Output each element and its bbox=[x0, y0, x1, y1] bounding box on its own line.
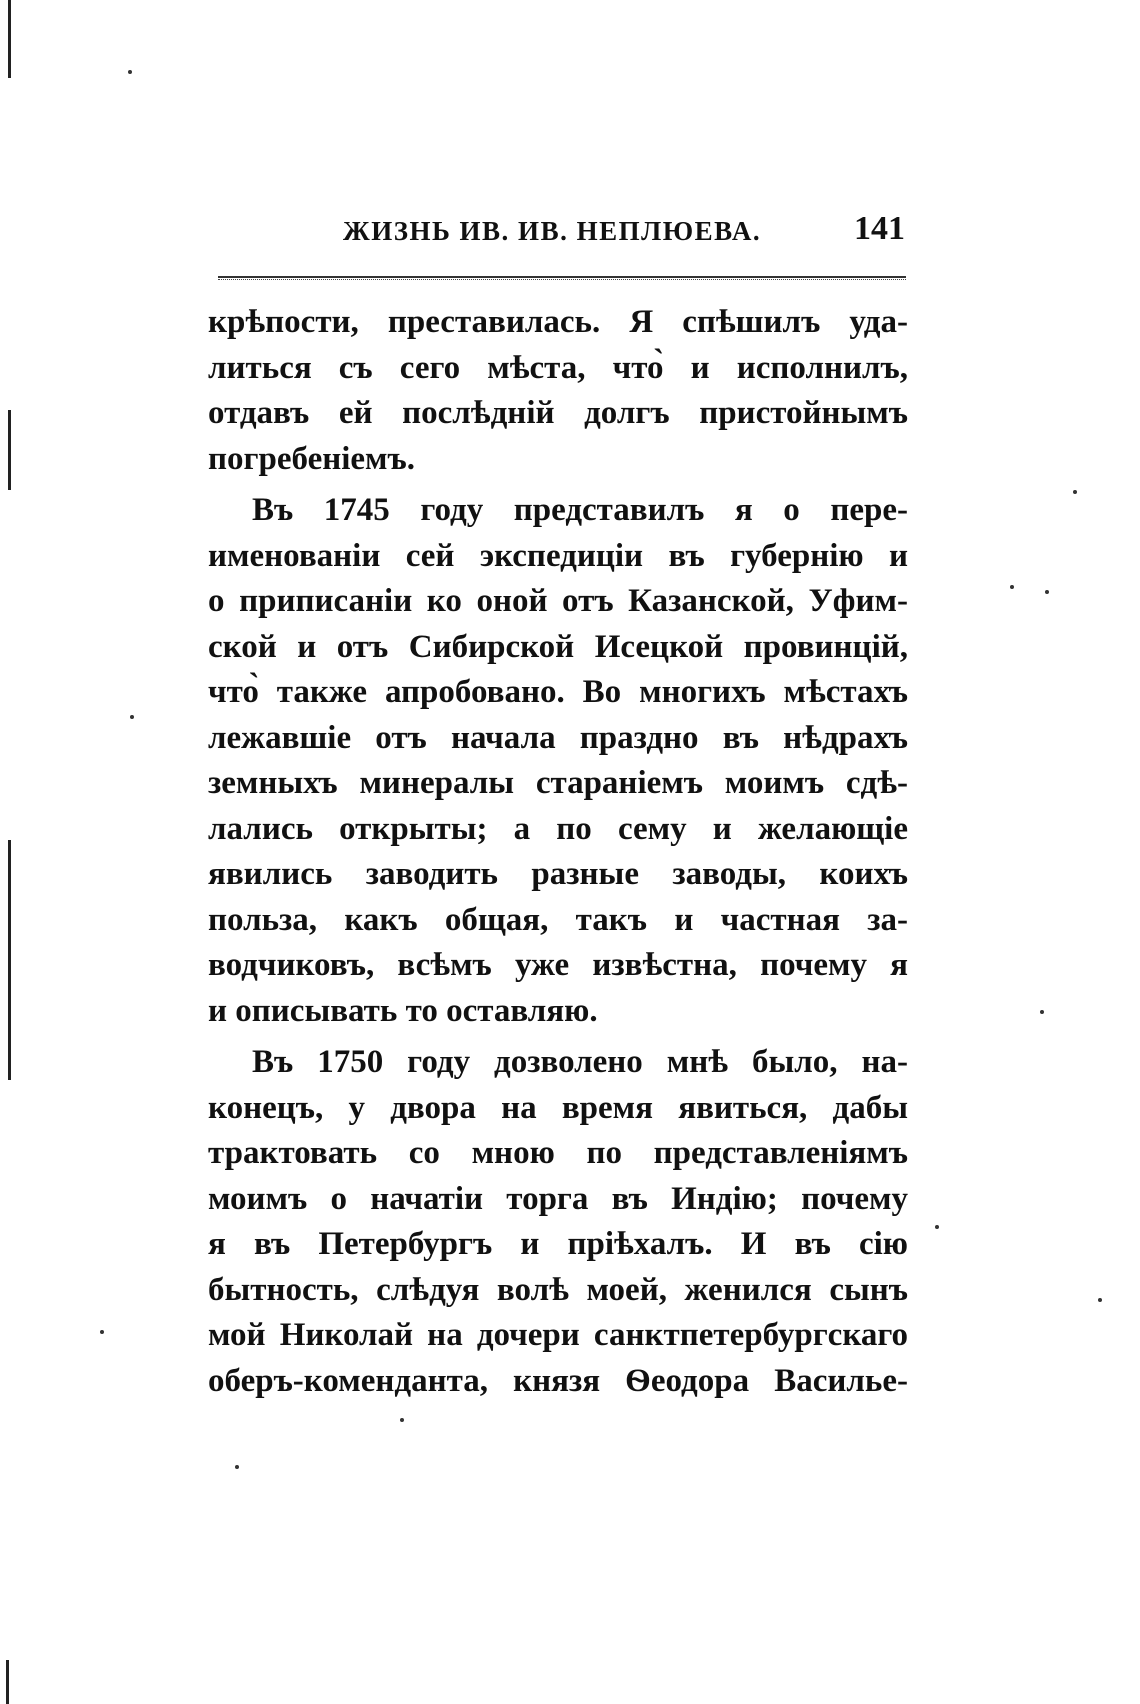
text-line: литься съ сего мѣста, что̀ и исполнилъ, bbox=[208, 349, 908, 386]
scan-speck bbox=[235, 1465, 239, 1469]
scan-speck bbox=[1045, 590, 1049, 594]
text-line: земныхъ минералы старанiемъ моимъ сдѣ- bbox=[208, 765, 908, 801]
scan-speck bbox=[130, 715, 134, 719]
text-line: ской и отъ Сибирской Исецкой провинцiй, bbox=[208, 628, 908, 665]
text-line: конецъ, у двора на время явиться, дабы bbox=[208, 1089, 908, 1126]
text-line: лежавшiе отъ начала праздно въ нѣдрахъ bbox=[208, 719, 908, 756]
paragraph bbox=[208, 300, 908, 482]
scan-speck bbox=[935, 1225, 939, 1229]
scan-speck bbox=[400, 1418, 404, 1422]
scan-speck bbox=[100, 1330, 104, 1334]
page-number: 141 bbox=[854, 210, 905, 247]
scan-edge-line-top bbox=[8, 0, 11, 78]
text-line: лались открыты; а по сему и желающiе bbox=[208, 810, 908, 847]
text-line: погребенiемъ. bbox=[208, 440, 416, 477]
text-line: о приписанiи ко оной отъ Казанской, Уфим- bbox=[208, 583, 908, 619]
scan-speck bbox=[1073, 490, 1077, 494]
text-line: крѣпости, преставилась. Я спѣшилъ уда- bbox=[208, 304, 908, 340]
text-line: трактовать со мною по представленiямъ bbox=[208, 1135, 908, 1171]
page-header bbox=[215, 210, 905, 264]
text-line: бытность, слѣдуя волѣ моей, женился сынъ bbox=[208, 1271, 908, 1308]
scan-speck bbox=[1040, 1010, 1044, 1014]
scan-speck bbox=[1010, 585, 1014, 589]
text-line: мой Николай на дочери санктпетербургскаго bbox=[208, 1317, 908, 1353]
scan-speck bbox=[128, 70, 132, 74]
text-line: именованiи сей экспедицiи въ губернiю и bbox=[208, 537, 908, 574]
text-line: и описывать то оставляю. bbox=[208, 992, 598, 1029]
scan-edge-line-lower bbox=[8, 840, 11, 1080]
scan-speck bbox=[1098, 1298, 1102, 1302]
text-line: Въ 1745 году представилъ я о пере- bbox=[252, 492, 908, 528]
text-line: отдавъ ей послѣднiй долгъ пристойнымъ bbox=[208, 395, 908, 431]
header-rule bbox=[218, 276, 906, 280]
text-line: оберъ-коменданта, князя Ѳеодора Василье- bbox=[208, 1362, 908, 1399]
text-line: явились заводить разные заводы, коихъ bbox=[208, 856, 908, 892]
text-line: польза, какъ общая, такъ и частная за- bbox=[208, 901, 908, 938]
text-line: водчиковъ, всѣмъ уже извѣстна, почему я bbox=[208, 947, 908, 983]
scan-edge-line-middle bbox=[8, 410, 11, 490]
scan-edge-line-bottom bbox=[6, 1660, 9, 1704]
text-line: я въ Петербургъ и прiѣхалъ. И въ сiю bbox=[208, 1226, 908, 1262]
paragraph bbox=[208, 1040, 908, 1404]
text-line: Въ 1750 году дозволено мнѣ было, на- bbox=[252, 1044, 908, 1080]
text-line: что̀ также апробовано. Во многихъ мѣстахъ bbox=[208, 674, 908, 710]
text-line: моимъ о начатiи торга въ Индiю; почему bbox=[208, 1180, 908, 1217]
running-title: ЖИЗНЬ ИВ. ИВ. НЕПЛЮЕВА. bbox=[343, 216, 762, 246]
body-text bbox=[208, 300, 908, 1404]
paragraph bbox=[208, 488, 908, 1034]
